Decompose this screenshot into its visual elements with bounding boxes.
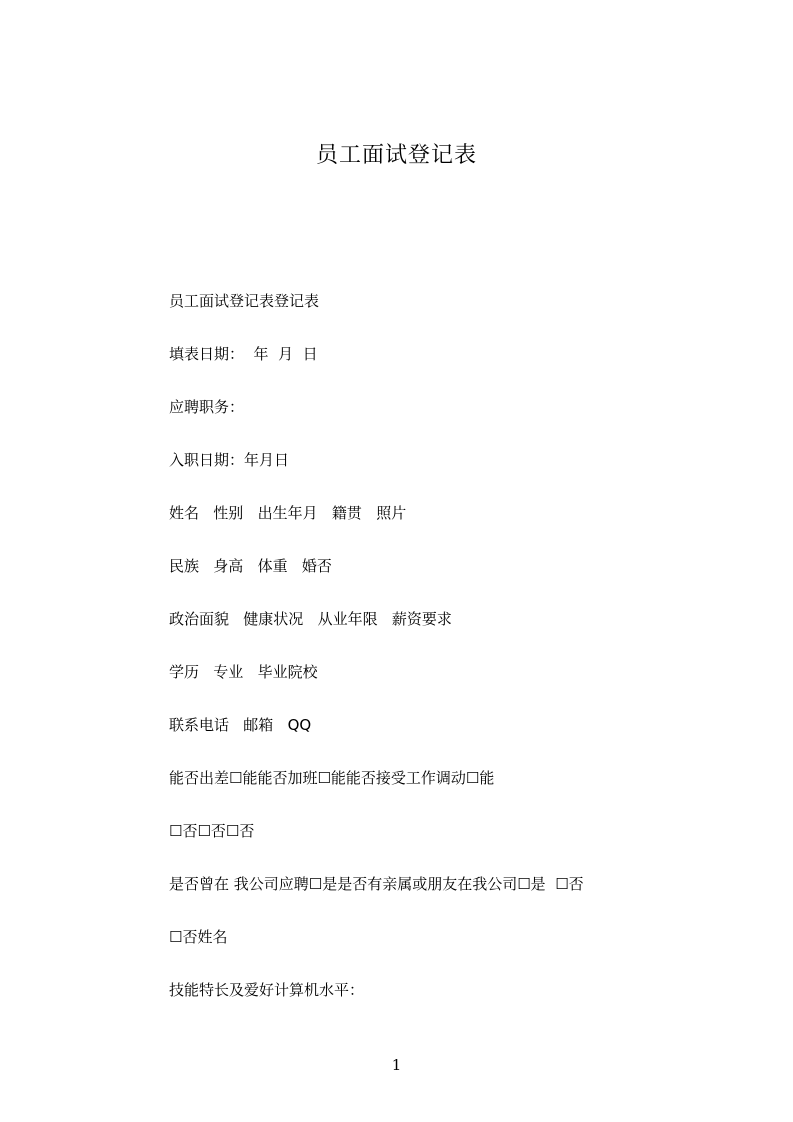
no-options-line: ☐否☐否☐否 (169, 822, 255, 840)
document-title: 员工面试登记表 (315, 143, 477, 168)
start-date-line: 入职日期：年月日 (169, 451, 290, 469)
education-line: 学历 专业 毕业院校 (169, 663, 318, 681)
fill-date-line: 填表日期： 年 月 日 (169, 345, 318, 363)
physical-info-line: 民族 身高 体重 婚否 (169, 557, 332, 575)
relative-name-line: ☐否姓名 (169, 928, 228, 946)
travel-overtime-transfer-line: 能否出差☐能能否加班☐能能否接受工作调动☐能 (169, 769, 495, 787)
previous-application-line: 是否曾在 我公司应聘☐是是否有亲属或朋友在我公司☐是 ☐否 (169, 875, 584, 893)
position-applied-line: 应聘职务： (169, 398, 245, 416)
skills-line: 技能特长及爱好计算机水平： (169, 981, 365, 999)
form-subtitle-line: 员工面试登记表登记表 (169, 292, 320, 310)
personal-info-line: 姓名 性别 出生年月 籍贯 照片 (169, 504, 407, 522)
contact-line: 联系电话 邮箱 QQ (169, 716, 312, 734)
page-number: 1 (391, 1056, 402, 1074)
document-body (169, 288, 729, 1030)
political-health-line: 政治面貌 健康状况 从业年限 薪资要求 (169, 610, 452, 628)
